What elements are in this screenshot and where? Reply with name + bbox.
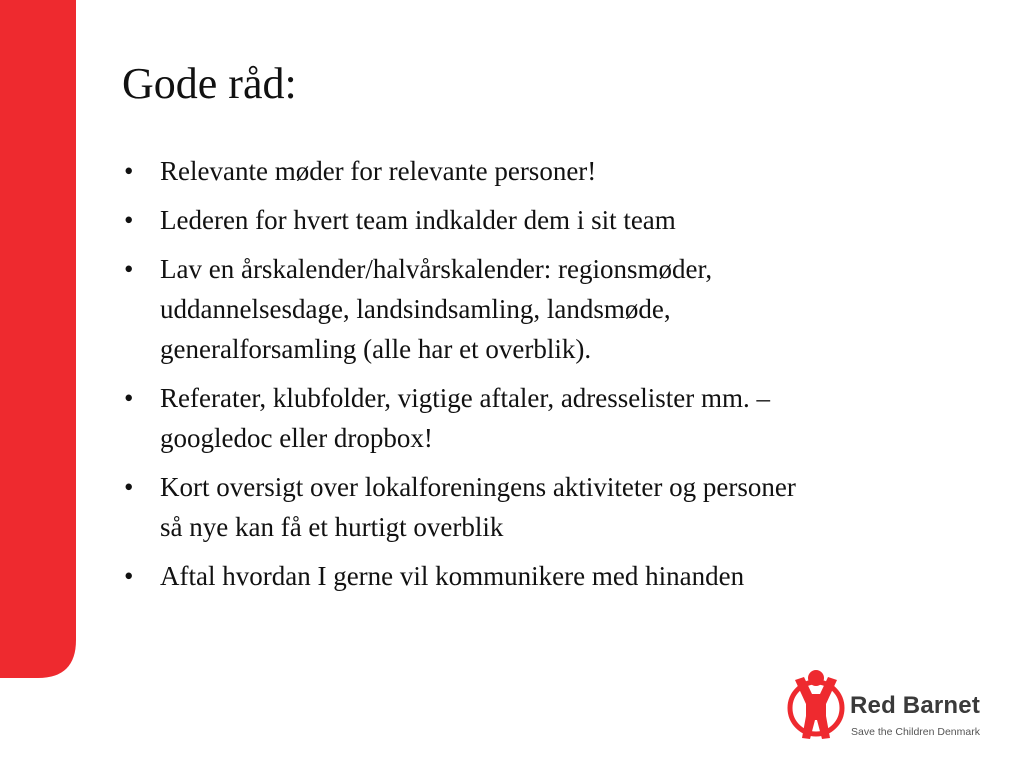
bullet-dot-icon: • (124, 561, 134, 591)
save-the-children-figure-icon (786, 664, 848, 744)
bullet-item (124, 378, 964, 458)
bullet-text-line: Lederen for hvert team indkalder dem i sit team (160, 205, 676, 235)
bullet-list (124, 151, 964, 605)
bullet-item (124, 200, 964, 240)
slide-title: Gode råd: (122, 59, 297, 108)
bullet-text-line: så nye kan få et hurtigt overblik (160, 512, 504, 542)
bullet-dot-icon: • (124, 205, 134, 235)
logo-tagline: Save the Children Denmark (851, 726, 980, 738)
bullet-text-line: Relevante møder for relevante personer! (160, 156, 597, 186)
bullet-item (124, 467, 964, 547)
bullet-text-line: generalforsamling (alle har et overblik). (160, 334, 592, 364)
bullet-dot-icon: • (124, 254, 134, 284)
bullet-item (124, 151, 964, 191)
bullet-text-line: Referater, klubfolder, vigtige aftaler, adresselister mm. – (160, 383, 771, 413)
bullet-item (124, 556, 964, 596)
bullet-item (124, 249, 964, 369)
bullet-text-line: uddannelsesdage, landsindsamling, landsmøde, (160, 294, 671, 324)
bullet-text-line: Lav en årskalender/halvårskalender: regionsmøder, (160, 254, 713, 284)
red-side-band-shape (0, 0, 76, 678)
bullet-dot-icon: • (124, 472, 134, 502)
bullet-dot-icon: • (124, 383, 134, 413)
red-barnet-logo (786, 664, 1006, 744)
bullet-text-line: Aftal hvordan I gerne vil kommunikere med hinanden (160, 561, 745, 591)
bullet-text-line: googledoc eller dropbox! (160, 423, 433, 453)
bullet-text-line: Kort oversigt over lokalforeningens aktiviteter og personer (160, 472, 796, 502)
logo-name: Red Barnet (850, 692, 981, 719)
bullet-dot-icon: • (124, 156, 134, 186)
red-side-band (0, 0, 76, 678)
